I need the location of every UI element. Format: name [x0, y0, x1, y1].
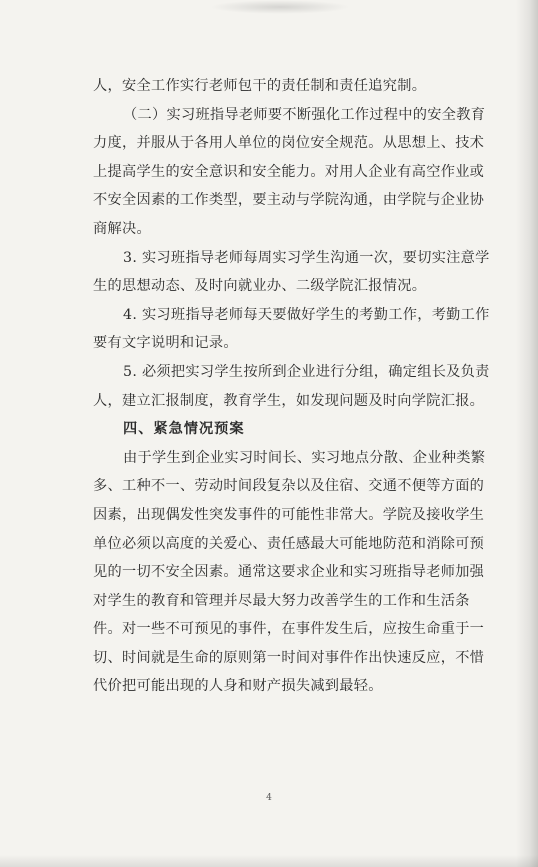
text-line: 代价把可能出现的人身和财产损失减到最轻。	[93, 678, 383, 695]
text-line: 人，建立汇报制度，教育学生，如发现问题及时向学院汇报。	[93, 392, 485, 409]
text-line: 人，安全工作实行老师包干的责任制和责任追究制。	[93, 78, 427, 94]
text-line: 生的思想动态、及时向就业办、二级学院汇报情况。	[93, 278, 427, 295]
text-line: 见的一切不安全因素。通常这要求企业和实习班指导老师加强	[93, 564, 485, 581]
paragraph-item-3	[93, 244, 490, 301]
section-heading-text: 四、紧急情况预案	[123, 421, 245, 438]
text-line: 上提高学生的安全意识和安全能力。对用人企业有高空作业或	[93, 163, 485, 180]
page-number: 4	[266, 793, 272, 803]
document-body	[93, 72, 490, 701]
text-line: 要有文字说明和记录。	[93, 335, 238, 352]
scan-bottom-shadow	[0, 855, 538, 867]
text-line: 商解决。	[93, 220, 151, 237]
paragraph-emergency-plan	[93, 444, 486, 701]
text-line: 多、工种不一、劳动时间段复杂以及住宿、交通不便等方面的	[93, 478, 485, 495]
text-line: （二）实习班指导老师要不断强化工作过程中的安全教育	[123, 106, 486, 123]
text-line: 单位必须以高度的关爱心、责任感最大可能地防范和消除可预	[93, 535, 485, 552]
text-line: 4. 实习班指导老师每天要做好学生的考勤工作，考勤工作	[123, 306, 490, 323]
paragraph-safety-education	[93, 101, 486, 244]
text-line: 切、时间就是生命的原则第一时间对事件作出快速反应，不惜	[93, 649, 485, 666]
text-line: 件。对一些不可预见的事件，在事件发生后，应按生命重于一	[93, 621, 485, 638]
scan-edge-shadow	[516, 0, 538, 867]
text-line: 由于学生到企业实习时间长、实习地点分散、企业种类繁	[123, 449, 486, 466]
text-line: 力度，并服从于各用人单位的岗位安全规范。从思想上、技术	[93, 135, 485, 152]
paragraph-continuation	[93, 72, 475, 101]
paragraph-item-4	[93, 301, 490, 358]
section-heading	[93, 415, 475, 444]
text-line: 5. 必须把实习学生按所到企业进行分组，确定组长及负责	[123, 363, 490, 380]
text-line: 对学生的教育和管理并尽最大努力改善学生的工作和生活条	[93, 592, 470, 609]
text-line: 3. 实习班指导老师每周实习学生沟通一次，要切实注意学	[123, 249, 490, 266]
text-line: 因素，出现偶发性突发事件的可能性非常大。学院及接收学生	[93, 506, 485, 523]
paragraph-item-5	[93, 358, 490, 415]
text-line: 不安全因素的工作类型，要主动与学院沟通，由学院与企业协	[93, 192, 485, 209]
scan-smudge	[210, 0, 350, 14]
